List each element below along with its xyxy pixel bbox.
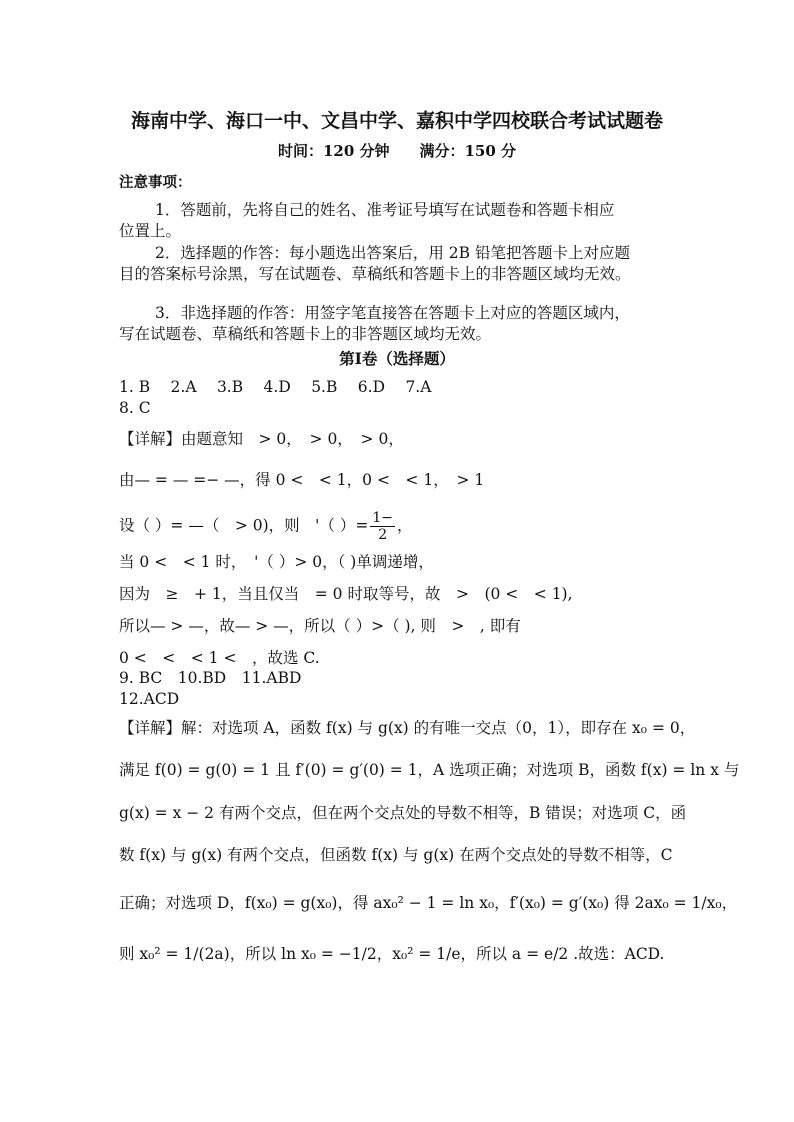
detail-8-line-3-text: 设（ ）= —（ > 0)，则 '（ ）= <box>119 516 369 535</box>
detail-8-line-4: 当 0 < < 1 时， '（ ）> 0，（ )单调递增， <box>119 553 434 571</box>
detail-12-line-4: 数 f(x) 与 g(x) 有两个交点，但函数 f(x) 与 g(x) 在两个交点处的导数不相等，C <box>119 846 673 864</box>
detail-8-line-7: 0 < < < 1 < ，故选 C. <box>119 649 320 667</box>
notes-heading: 注意事项： <box>119 174 192 191</box>
answers-row-4: 12.ACD <box>119 690 180 708</box>
detail-12-line-5: 正确；对选项 D，f(x₀) = g(x₀)，得 ax₀² − 1 = ln x₀，f′(x₀) = g′(x₀) 得 2ax₀ = 1/x₀， <box>119 894 738 912</box>
detail-12-line-1: 【详解】解：对选项 A，函数 f(x) 与 g(x) 的有唯一交点（0，1），即存在 x₀ = 0， <box>119 719 696 737</box>
fraction-numerator: 1− <box>372 510 393 526</box>
section-heading: 第Ⅰ卷（选择题） <box>339 349 455 368</box>
note-3-line-2: 写在试题卷、草稿纸和答题卡上的非答题区域均无效。 <box>119 325 492 343</box>
detail-12-line-2: 满足 f(0) = g(0) = 1 且 f′(0) = g′(0) = 1，A 选项正确；对选项 B，函数 f(x) = ln x 与 <box>119 761 740 779</box>
note-3-line-1: 3．非选择题的作答：用签字笔直接答在答题卡上对应的答题区域内， <box>155 304 630 322</box>
answers-row-3: 9. BC 10.BD 11.ABD <box>119 669 302 687</box>
note-1-line-2: 位置上。 <box>119 222 182 240</box>
detail-8-line-5: 因为 ≥ + 1，当且仅当 = 0 时取等号，故 > (0 < < 1), <box>119 585 573 603</box>
detail-12-line-3: g(x) = x − 2 有两个交点，但在两个交点处的导数不相等，B 错误；对选项 C，函 <box>119 804 687 822</box>
derivative-fraction <box>370 510 395 543</box>
note-2-line-2: 目的答案标号涂黑，写在试题卷、草稿纸和答题卡上的非答题区域均无效。 <box>119 265 631 283</box>
answers-row-1: 1. B 2.A 3.B 4.D 5.B 6.D 7.A <box>119 378 432 396</box>
note-2-line-1: 2．选择题的作答：每小题选出答案后，用 2B 铅笔把答题卡上对应题 <box>155 244 630 262</box>
exam-title: 海南中学、海口一中、文昌中学、嘉积中学四校联合考试试题卷 <box>130 110 663 132</box>
exam-time-score: 时间：120 分钟 满分：150 分 <box>277 142 517 160</box>
detail-8-line-1: 【详解】由题意知 > 0， > 0， > 0， <box>119 430 404 448</box>
answers-row-2: 8. C <box>119 399 151 417</box>
detail-8-line-2: 由— = — =− —，得 0 < < 1，0 < < 1， > 1 <box>119 471 485 489</box>
detail-12-line-6: 则 x₀² = 1/(2a)，所以 ln x₀ = −1/2，x₀² = 1/e，所以 a = e/2 .故选：ACD. <box>119 945 665 963</box>
detail-8-line-6: 所以— > —，故— > —，所以（ ）>（ ), 则 > , 即有 <box>119 617 521 635</box>
note-1-line-1: 1．答题前，先将自己的姓名、准考证号填写在试题卷和答题卡相应 <box>155 201 615 219</box>
detail-8-line-3-end: ， <box>396 516 413 535</box>
detail-8-line-3 <box>119 510 413 543</box>
fraction-denominator: 2 <box>378 527 388 543</box>
